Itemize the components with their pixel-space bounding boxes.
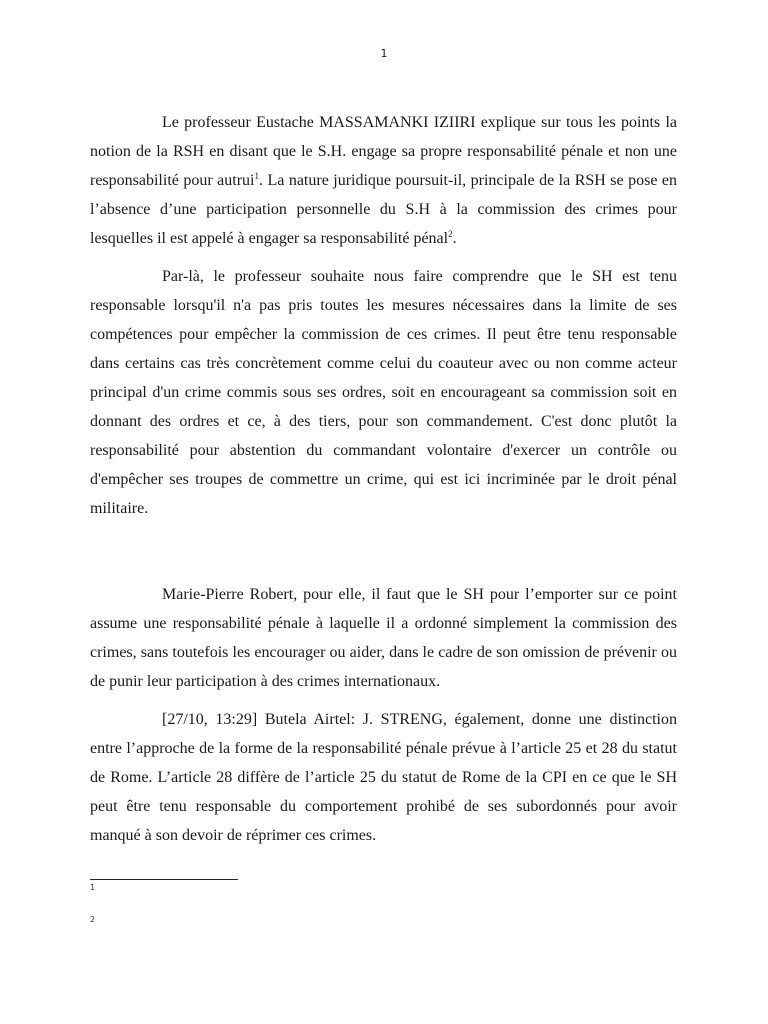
footnote-separator bbox=[90, 879, 238, 880]
paragraph-text: . bbox=[452, 230, 457, 247]
page-number: 1 bbox=[380, 47, 388, 60]
footnote-reference-2[interactable]: 2 bbox=[448, 229, 453, 239]
footnote-2: 2 bbox=[90, 915, 96, 924]
paragraph-spacer bbox=[90, 523, 677, 580]
paragraph-streng: [27/10, 13:29] Butela Airtel: J. STRENG, également, donne une distinction entre l’approche de la forme de la responsabilité pénale prévue à l’article 25 et 28 du statut de Rome. L’article 28 diffère de l’article 25 du statut de Rome de la CPI en ce que le SH peut être tenu responsable du comportement prohibé de ses subordonnés pour avoir manqué à son devoir de réprimer ces crimes. bbox=[90, 711, 677, 844]
paragraph-robert: Marie-Pierre Robert, pour elle, il faut que le SH pour l’emporter sur ce point assume une responsabilité pénale à laquelle il a ordonné simplement la commission des crimes, sans toutefois les encourager ou aider, dans le cadre de son omission de prévenir ou de punir leur participation à des crimes internationaux. bbox=[90, 586, 677, 690]
paragraph-spacer bbox=[90, 696, 677, 705]
paragraph-explanation: Par-là, le professeur souhaite nous faire comprendre que le SH est tenu responsable lorsqu'il n'a pas pris toutes les mesures nécessaires dans la limite de ses compétences pour empêcher la commission de ces crimes. Il peut être tenu responsable dans certains cas très concrètement comme celui du coauteur avec ou non comme acteur principal d'un crime commis sous ses ordres, soit en encourageant sa commission soit en donnant des ordres et ce, à des tiers, pour son commandement. C'est donc plutôt la responsabilité pour abstention du commandant volontaire d'exercer un contrôle ou d'empêcher ses troupes de commettre un crime, qui est ici incriminée par le droit pénal militaire. bbox=[90, 268, 677, 517]
footnote-1: 1 bbox=[90, 883, 96, 892]
paragraph-text: . La nature juridique poursuit-il, principale de la RSH se pose en l’absence d’une participation personnelle du S.H à la commission des crimes pour lesquelles il est appelé à engager sa responsabilité pénal bbox=[90, 172, 678, 247]
paragraph-text: Le professeur Eustache MASSAMANKI IZIIRI explique sur tous les points la notion de la RSH en disant que le S.H. engage sa propre responsabilité pénale et non une responsabilité pour autrui bbox=[90, 114, 677, 189]
document-body bbox=[90, 108, 677, 850]
footnote-reference-1[interactable]: 1 bbox=[254, 171, 259, 181]
paragraph-massamanki bbox=[90, 108, 677, 253]
paragraph-spacer bbox=[90, 253, 677, 262]
